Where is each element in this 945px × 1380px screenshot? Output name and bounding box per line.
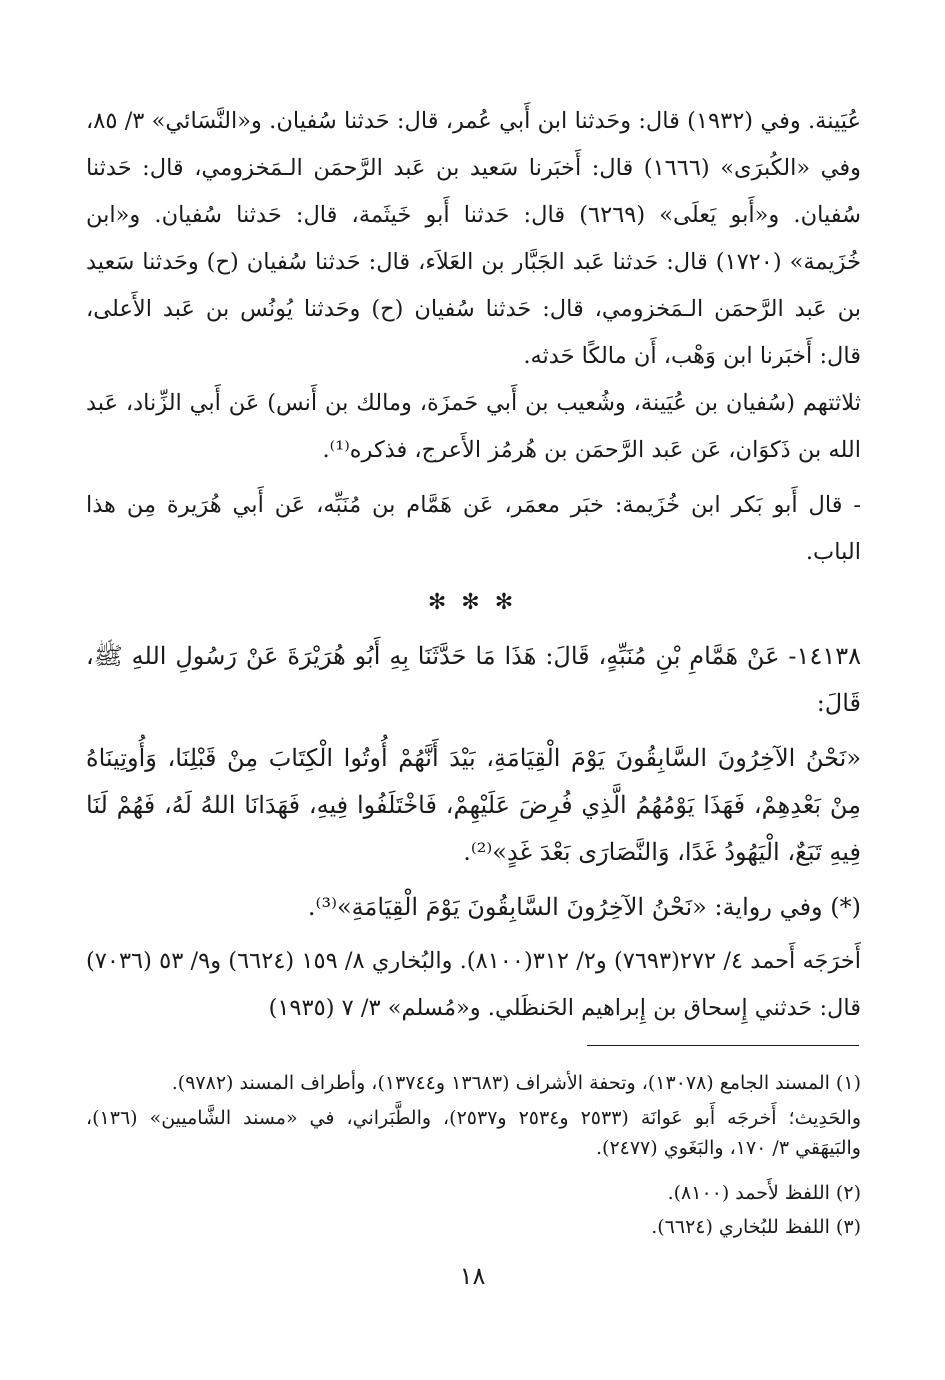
page-number: ١٨ <box>459 1262 486 1290</box>
paragraph-chain-summary: ثلاثتهم (سُفيان بن عُيَينة، وشُعيب بن أَبي حَمزَة، ومالك بن أَنس) عَن أَبي الزِّناد، عَبد الله بن ذَكوَان، عَن عَبد الرَّحمَن بن هُرمُز الأَعرج، فذكره⁽¹⁾. <box>86 390 861 463</box>
paragraph-ibn-khuzaymah-note: - قال أَبو بَكر ابن خُزَيمة: خبَر معمَر، عَن هَمَّام بن مُنَبِّه، عَن أَبي هُرَيرة مِن هذا الباب. <box>86 492 861 565</box>
section-separator: ✻ ✻ ✻ <box>427 590 518 615</box>
hadith-intro: ١٤١٣٨- عَنْ هَمَّامِ بْنِ مُنَبِّهٍ، قَالَ: هَذَا مَا حَدَّثَنَا بِهِ أَبُو هُرَيْرَةَ عَنْ رَسُولِ اللهِ ﷺ، قَالَ: <box>86 642 861 717</box>
paragraph-sources: عُيَينة. وفي (١٩٣٢) قال: وحَدثنا ابن أَبي عُمر، قال: حَدثنا سُفيان. و«النَّسَائي» ٣/ ٨٥، وفي «الكُبرَى» (١٦٦٦) قال: أَخبَرنا سَعيد بن عَبد الرَّحمَن الـمَخزومي، قال: حَدثنا سُفيان. و«أَبو يَعلَى» (٦٢٦٩) قال: حَدثنا أَبو خَيثَمة، قال: حَدثنا سُفيان. و«ابن خُزَيمة» (١٧٢٠) قال: حَدثنا عَبد الجَبَّار بن العَلاَء، قال: حَدثنا سُفيان (ح) وحَدثنا سَعيد بن عَبد الرَّحمَن الـمَخزومي، قال: حَدثنا سُفيان (ح) وحَدثنا يُونُس بن عَبد الأَعلى، قال: أَخبَرنا ابن وَهْب، أَن مالكًا حَدثه. <box>86 108 861 369</box>
footnote-1-continued: والحَدِيث؛ أَخرجَه أَبو عَوانَة (٢٥٣٣ و٢٥٣٤ و٢٥٣٧)، والطَّبَراني، في «مسند الشَّاميين» (١٣٦)، والبَيهَقي ٣/ ١٧٠، والبَغَوي (٢٤٧٧). <box>86 1107 861 1159</box>
hadith-text: «نَحْنُ الآخِرُونَ السَّابِقُونَ يَوْمَ الْقِيَامَةِ، بَيْدَ أَنَّهُمْ أُوتُوا الْكِتَابَ مِنْ قَبْلِنَا، وَأُوتِينَاهُ مِنْ بَعْدِهِمْ، فَهَذَا يَوْمُهُمُ الَّذِي فُرِضَ عَلَيْهِمْ، فَاخْتَلَفُوا فِيهِ، فَهَدَانَا اللهُ لَهُ، فَهُمْ لَنَا فِيهِ تَبَعٌ، الْيَهُودُ غَدًا، وَالنَّصَارَى بَعْدَ غَدٍ»⁽²⁾. <box>86 744 862 866</box>
takhrij-paragraph: أَخرَجَه أَحمد ٤/ ٢٧٢(٧٦٩٣) و٢/ ٣١٢(٨١٠٠). والبُخاري ٨/ ١٥٩ (٦٦٢٤) و٩/ ٥٣ (٧٠٣٦) قال: حَدثني إِسحاق بن إِبراهيم الحَنظَلي. و«مُسلم» ٣/ ٧ (١٩٣٥) <box>86 948 862 1021</box>
footnote-divider <box>587 1045 859 1046</box>
footnote-3: (٣) اللفظ للبُخاري (٦٦٢٤). <box>651 1216 861 1238</box>
hadith-variant: (*) وفي رواية: «نَحْنُ الآخِرُونَ السَّابِقُونَ يَوْمَ الْقِيَامَةِ»⁽³⁾. <box>307 893 861 921</box>
footnote-2: (٢) اللفظ لأَحمد (٨١٠٠). <box>667 1182 861 1204</box>
footnote-1: (١) المسند الجامع (١٣٠٧٨)، وتحفة الأشراف (١٣٦٨٣ و١٣٧٤٤)، وأطراف المسند (٩٧٨٢). <box>171 1072 861 1094</box>
